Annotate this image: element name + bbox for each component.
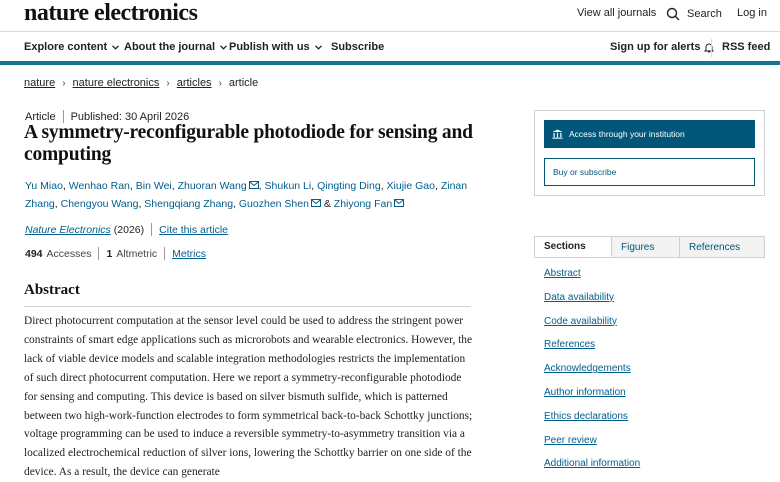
- breadcrumb-nature[interactable]: nature: [24, 77, 56, 89]
- author-link[interactable]: Wenhao Ran: [68, 180, 130, 192]
- access-through-institution-button[interactable]: [544, 120, 755, 148]
- bell-icon: [704, 42, 714, 53]
- author-link[interactable]: Zhiyong Fan: [333, 198, 393, 210]
- section-link-additional-information[interactable]: Additional information: [544, 458, 641, 470]
- sidebar-tabs: [534, 236, 765, 258]
- article-title: A symmetry-reconfigurable photodiode for sensing and computing: [24, 122, 473, 165]
- list-item: [544, 387, 640, 411]
- breadcrumb: [24, 77, 258, 89]
- alerts-label: Sign up for alerts: [610, 41, 701, 53]
- nav-subscribe[interactable]: Subscribe: [331, 41, 385, 53]
- list-item: [544, 411, 640, 435]
- accesses-label: Accesses: [46, 247, 92, 260]
- section-link-data-availability[interactable]: Data availability: [544, 291, 615, 303]
- citation-line: [25, 223, 228, 236]
- altmetric-label: Altmetric: [116, 247, 158, 260]
- abstract-text: Direct photocurrent computation at the sensor level could be used to address the stringent power constraints of smart edge applications such as microrobots and wearable electronics. However, the lack of viable device models and scalable integration methodologies restricts the implementation of such direct photocurrent computation. Here we report a symmetry-reconfigurable photodiode for sensing and computing. This device is based on silver bismuth sulfide, which is patterned between two high-work-function electrodes to form symmetrical back-to-back Schottky junctions; voltage programming can be used to induce a reversible symmetry-to-asymmetry transition via a localized electrochemical reduction of silver ions, lowering the Schottky barrier on one side of the device. As a result, the device can generate: [24, 315, 473, 479]
- nav-publish-with-us[interactable]: [229, 41, 322, 53]
- header-accent-rule: [0, 61, 780, 65]
- login-link[interactable]: Log in: [737, 7, 767, 19]
- mail-icon[interactable]: [249, 181, 259, 189]
- rss-feed-link[interactable]: RSS feed: [722, 41, 771, 53]
- publication-year: (2026): [113, 223, 145, 236]
- accesses-count: 494: [25, 247, 43, 260]
- tab-figures[interactable]: Figures: [612, 237, 680, 257]
- breadcrumb-current: article: [228, 77, 259, 89]
- view-all-journals-link[interactable]: View all journals: [577, 7, 657, 19]
- list-item: [544, 363, 640, 387]
- section-link-references[interactable]: References: [544, 339, 596, 351]
- section-link-acknowledgements[interactable]: Acknowledgements: [544, 363, 631, 375]
- author-link[interactable]: Bin Wei: [135, 180, 172, 192]
- list-item: [544, 339, 640, 363]
- sections-list: [544, 268, 640, 482]
- nav-publish-label: Publish with us: [229, 41, 310, 53]
- section-link-code-availability[interactable]: Code availability: [544, 315, 617, 327]
- mail-icon[interactable]: [311, 199, 321, 207]
- list-item: [544, 292, 640, 316]
- mail-icon[interactable]: [394, 199, 404, 207]
- nav-explore-content[interactable]: [24, 41, 119, 53]
- breadcrumb-articles[interactable]: articles: [176, 77, 212, 89]
- author-link[interactable]: Zhuoran Wang: [177, 180, 247, 192]
- author-link[interactable]: Shengqiang Zhang: [144, 198, 234, 210]
- list-item: [544, 458, 640, 482]
- author-list: Yu Miao, Wenhao Ran, Bin Wei, Zhuoran Wang , Shukun Li, Qingting Ding, Xiujie Gao, Zinan Zhang, Chengyou Wang, Shengqiang Zhang, Guozhen Shen & Zhiyong Fan: [25, 180, 468, 210]
- section-link-ethics-declarations[interactable]: Ethics declarations: [544, 410, 628, 422]
- breadcrumb-nature-electronics[interactable]: nature electronics: [72, 77, 160, 89]
- journal-link[interactable]: Nature Electronics: [25, 223, 111, 236]
- altmetric-count: 1: [106, 247, 113, 260]
- nav-about-journal[interactable]: [124, 41, 227, 53]
- tab-sections[interactable]: Sections: [535, 237, 612, 257]
- chevron-right-icon: ›: [62, 77, 66, 89]
- author-link[interactable]: Yu Miao: [25, 180, 63, 192]
- abstract-divider: [24, 306, 471, 307]
- chevron-down-icon: [112, 45, 119, 50]
- author-link[interactable]: Zinan Zhang: [25, 180, 468, 210]
- metrics-link[interactable]: Metrics: [172, 247, 206, 260]
- journal-logo[interactable]: nature electronics: [24, 0, 198, 26]
- author-link[interactable]: Chengyou Wang: [60, 198, 139, 210]
- list-item: [544, 268, 640, 292]
- abstract-heading: Abstract: [24, 282, 80, 298]
- search-label: Search: [687, 8, 722, 20]
- nav-divider: [711, 39, 712, 57]
- article-type: Article: [25, 110, 56, 123]
- meta-divider: [98, 247, 99, 260]
- published-date: Published: 30 April 2026: [70, 110, 190, 123]
- chevron-down-icon: [220, 45, 227, 50]
- buy-or-subscribe-button[interactable]: Buy or subscribe: [544, 158, 755, 186]
- chevron-right-icon: ›: [218, 77, 222, 89]
- cite-article-link[interactable]: Cite this article: [159, 223, 229, 236]
- nav-about-label: About the journal: [124, 41, 216, 53]
- chevron-right-icon: ›: [166, 77, 170, 89]
- search-button[interactable]: [666, 7, 722, 21]
- section-link-author-information[interactable]: Author information: [544, 386, 626, 398]
- chevron-down-icon: [315, 45, 322, 50]
- list-item: [544, 435, 640, 459]
- meta-divider: [164, 247, 165, 260]
- search-icon: [666, 7, 680, 21]
- section-link-abstract[interactable]: Abstract: [544, 268, 581, 279]
- author-link[interactable]: Qingting Ding: [317, 180, 381, 192]
- list-item: [544, 316, 640, 340]
- author-link[interactable]: Xiujie Gao: [386, 180, 435, 192]
- meta-divider: [151, 223, 152, 236]
- section-link-peer-review[interactable]: Peer review: [544, 434, 597, 446]
- access-label: Access through your institution: [569, 129, 685, 139]
- author-link[interactable]: Guozhen Shen: [238, 198, 309, 210]
- nav-explore-label: Explore content: [24, 41, 108, 53]
- top-bar: [0, 0, 780, 28]
- main-nav: [0, 31, 780, 62]
- tab-references[interactable]: References: [689, 241, 741, 253]
- author-link[interactable]: Shukun Li: [264, 180, 312, 192]
- institution-icon: [552, 129, 563, 139]
- article-metrics: [25, 247, 206, 260]
- sign-up-alerts-link[interactable]: [610, 41, 714, 53]
